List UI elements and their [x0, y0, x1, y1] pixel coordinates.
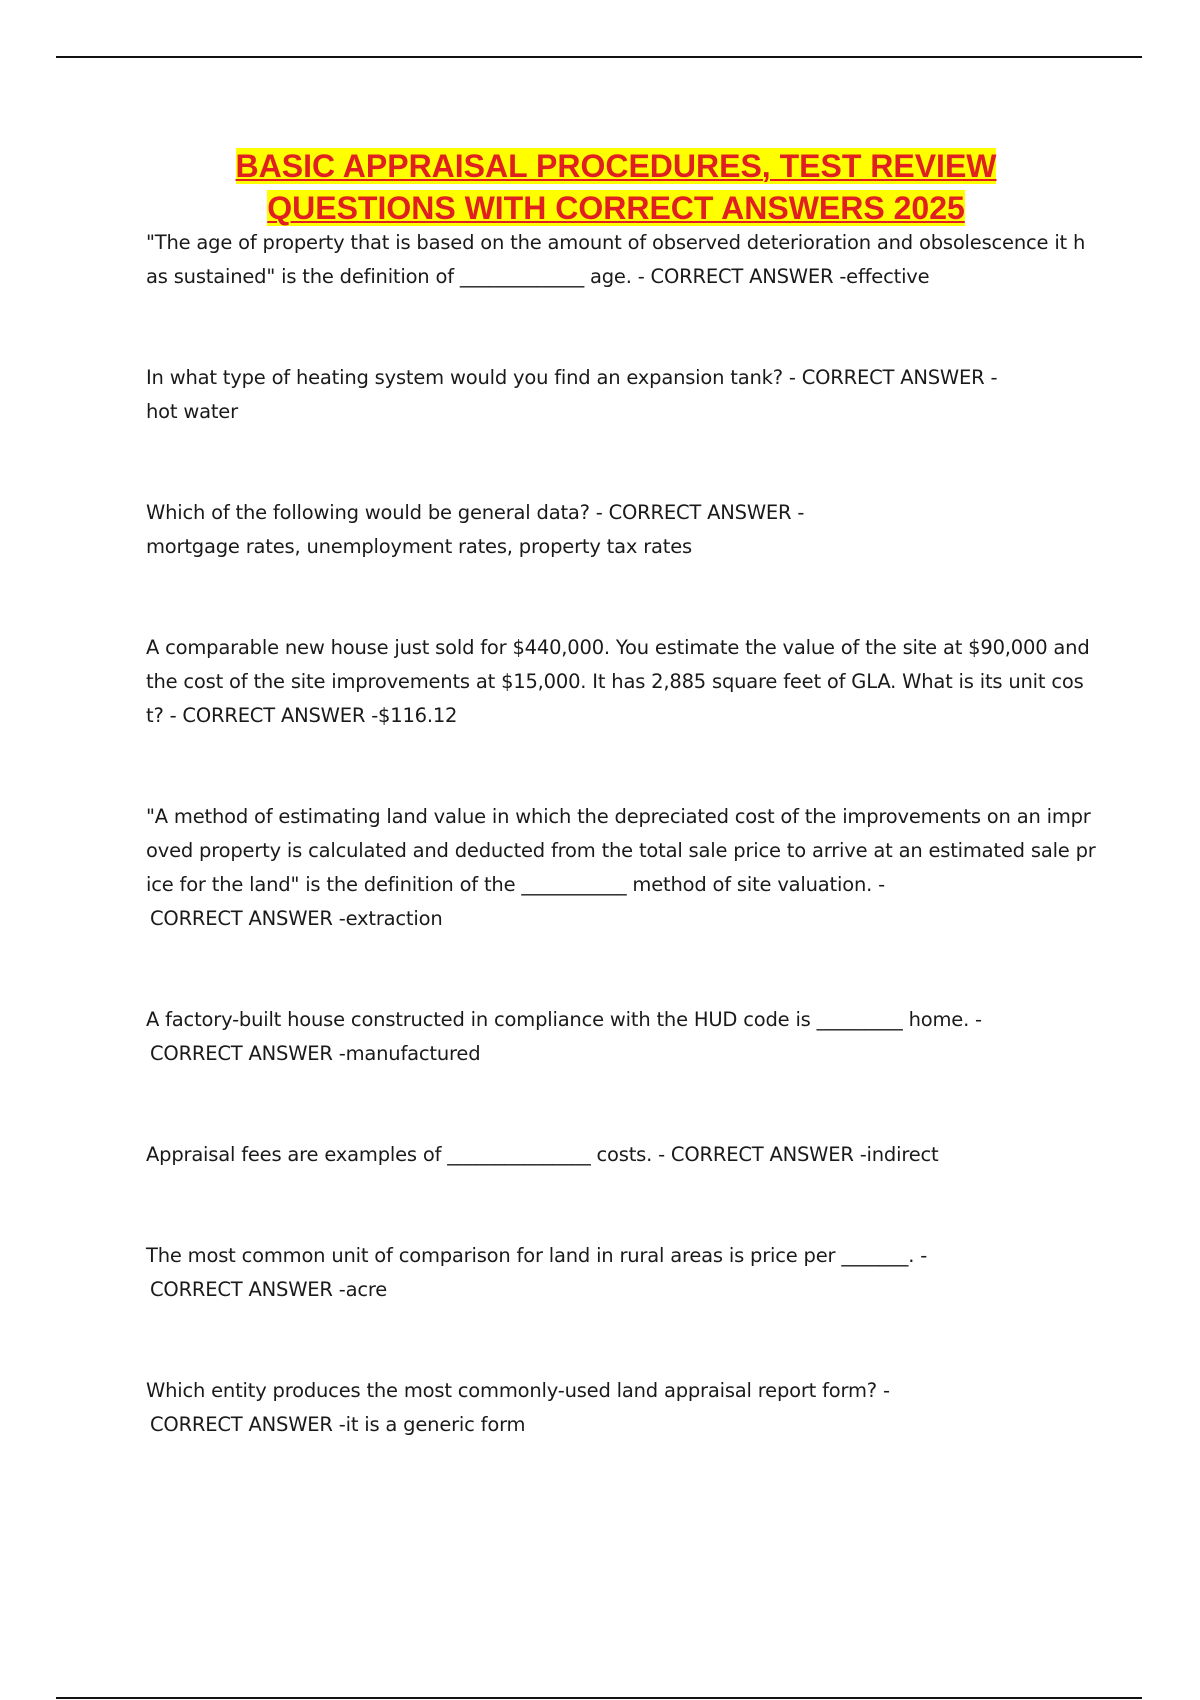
answer-text: CORRECT ANSWER -manufactured: [150, 1042, 481, 1065]
question-text: "The age of property that is based on the amount of observed deterioration and obsolescence it has sustained" is the definition of _____________ age. - CORRECT ANSWER -: [146, 231, 1086, 288]
question-text: "A method of estimating land value in which the depreciated cost of the improvements on an improved property is calculated and deducted from the total sale price to arrive at an estimated sale price for the land" is the definition of the ___________ method of site valuation. -: [146, 805, 1096, 896]
answer-text: $116.12: [378, 704, 458, 727]
qa-item: [146, 361, 1096, 429]
page-title: [146, 145, 1086, 229]
question-text: A factory-built house constructed in compliance with the HUD code is _________ home. -: [146, 1008, 982, 1031]
qa-item: [146, 1138, 1096, 1172]
top-rule: [56, 56, 1142, 58]
qa-item: [146, 1003, 1096, 1071]
answer-text: hot water: [146, 400, 238, 423]
question-text: A comparable new house just sold for $440,000. You estimate the value of the site at $90,000 and the cost of the site improvements at $15,000. It has 2,885 square feet of GLA. What is its unit cost? - CORRECT ANSWER -: [146, 636, 1090, 727]
title-text: BASIC APPRAISAL PROCEDURES, TEST REVIEW QUESTIONS WITH CORRECT ANSWERS 2025: [235, 148, 997, 226]
answer-text: CORRECT ANSWER -extraction: [150, 907, 443, 930]
question-text: Which of the following would be general data? - CORRECT ANSWER -: [146, 501, 805, 524]
qa-item: [146, 496, 1096, 564]
answer-text: CORRECT ANSWER -it is a generic form: [150, 1413, 526, 1436]
answer-text: effective: [846, 265, 930, 288]
answer-text: indirect: [866, 1143, 939, 1166]
qa-item: [146, 1374, 1096, 1442]
question-text: Which entity produces the most commonly-used land appraisal report form? -: [146, 1379, 890, 1402]
qa-item: [146, 631, 1096, 733]
question-text: Appraisal fees are examples of _______________ costs. - CORRECT ANSWER -: [146, 1143, 867, 1166]
bottom-rule: [56, 1697, 1142, 1699]
answer-text: CORRECT ANSWER -acre: [150, 1278, 388, 1301]
answer-text: mortgage rates, unemployment rates, property tax rates: [146, 535, 692, 558]
question-text: The most common unit of comparison for land in rural areas is price per _______. -: [146, 1244, 928, 1267]
question-text: In what type of heating system would you find an expansion tank? - CORRECT ANSWER -: [146, 366, 998, 389]
qa-item: [146, 226, 1096, 294]
qa-item: [146, 800, 1096, 936]
qa-item: [146, 1239, 1096, 1307]
